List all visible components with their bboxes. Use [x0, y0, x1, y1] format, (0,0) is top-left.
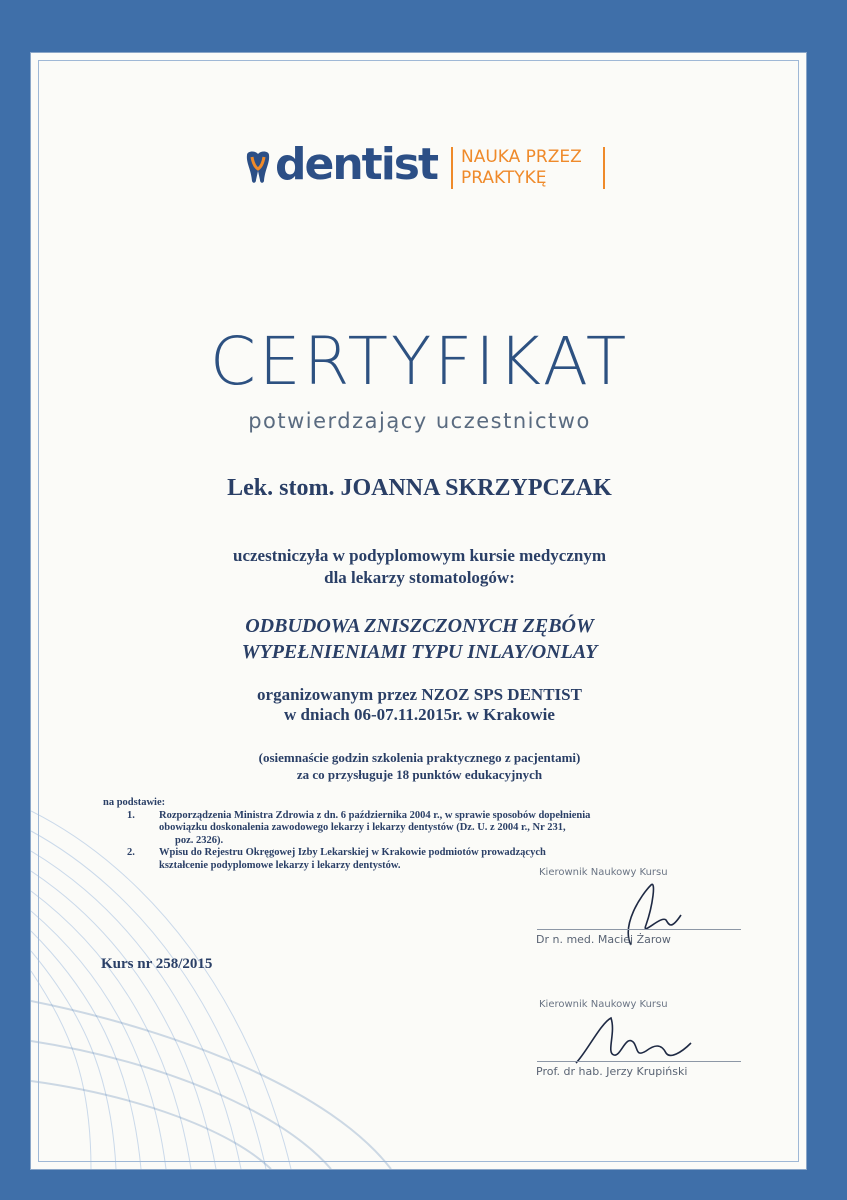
legal-basis [103, 797, 623, 872]
organizer-line1: organizowanym przez NZOZ SPS DENTIST [257, 685, 582, 704]
item-line: obowiązku doskonalenia zawodowego lekarzy i lekarzy dentystów (Dz. U. z 2004 r., Nr 231, [159, 822, 566, 833]
item-line: Rozporządzenia Ministra Zdrowia z dn. 6 października 2004 r., w sprawie sposobów dopełnienia [159, 809, 591, 821]
tooth-icon [243, 149, 273, 185]
signature-role: Kierownik Naukowy Kursu [539, 867, 668, 878]
dentist-wordmark: dentist [275, 139, 437, 190]
inner-frame [38, 60, 799, 1162]
certificate-title: CERTYFIKAT [209, 323, 630, 400]
hours-line1: (osiemnaście godzin szkolenia praktycznego z pacjentami) [258, 750, 581, 765]
organizer-info [31, 685, 807, 725]
participation-description [31, 545, 807, 589]
item-number: 2. [127, 847, 135, 858]
item-number: 1. [127, 809, 135, 821]
course-title [31, 613, 807, 665]
organizer-line2: w dniach 06-07.11.2015r. w Krakowie [284, 705, 555, 724]
item-line: Wpisu do Rejestru Okręgowej Izby Lekarskiej w Krakowie podmiotów prowadzących [159, 847, 546, 858]
item-line: poz. 2326). [175, 834, 224, 846]
logo-divider [451, 147, 453, 189]
signature-line [537, 1061, 741, 1062]
legal-basis-heading: na podstawie: [103, 797, 166, 808]
signature-role: Kierownik Naukowy Kursu [539, 999, 668, 1010]
logo-tagline [461, 147, 611, 189]
hours-line2: za co przysługuje 18 punktów edukacyjnych [296, 767, 543, 782]
description-line1: uczestniczyła w podyplomowym kursie medycznym [232, 546, 607, 565]
training-hours [31, 749, 807, 783]
recipient-name: Lek. stom. JOANNA SKRZYPCZAK [227, 475, 612, 501]
decorative-swirl [31, 52, 807, 1169]
certificate-subtitle: potwierdzający uczestnictwo [248, 409, 591, 433]
dentist-logo [243, 139, 663, 193]
signer-name: Prof. dr hab. Jerzy Krupiński [536, 1065, 688, 1078]
legal-basis-item [103, 810, 623, 848]
signature-line [537, 929, 741, 930]
signer-name: Dr n. med. Maciej Żarow [536, 933, 671, 946]
course-line2: WYPEŁNIENIAMI TYPU INLAY/ONLAY [241, 641, 598, 663]
logo-divider-right [603, 147, 605, 189]
item-line: kształcenie podyplomowe lekarzy i lekarzy dentystów. [159, 859, 401, 871]
course-line1: ODBUDOWA ZNISZCZONYCH ZĘBÓW [245, 615, 594, 637]
description-line2: dla lekarzy stomatologów: [324, 568, 515, 587]
tagline-line2: PRAKTYKĘ [461, 168, 547, 188]
course-number: Kurs nr 258/2015 [101, 956, 213, 972]
handwritten-signature-2 [566, 1013, 696, 1073]
certificate-sheet [30, 52, 807, 1170]
tagline-line1: NAUKA PRZEZ [461, 147, 582, 167]
